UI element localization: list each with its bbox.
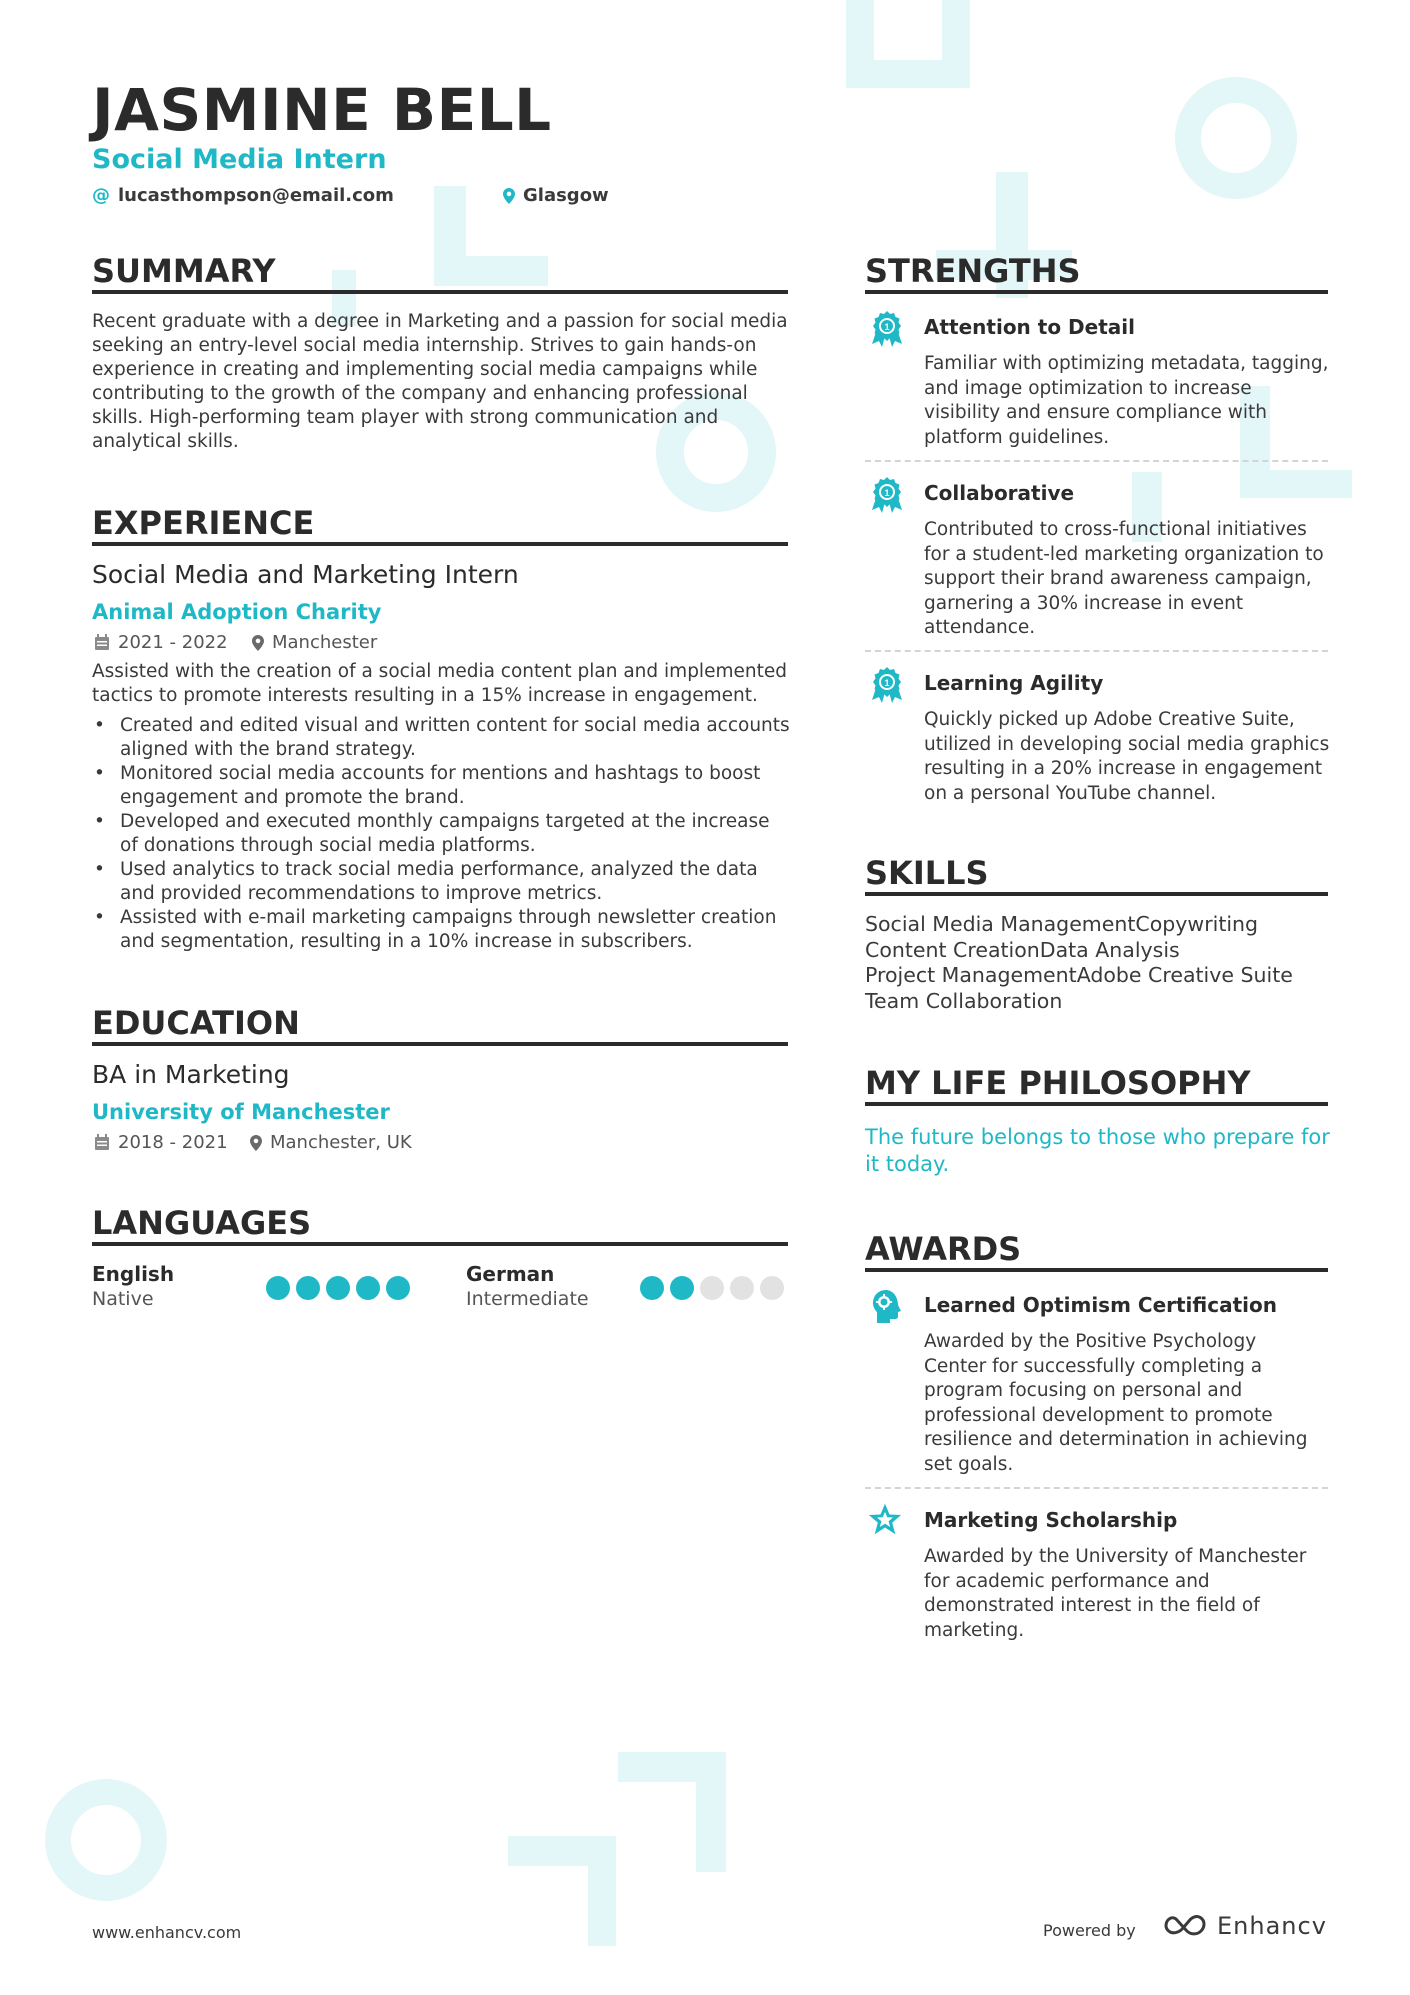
award-line: Awarded by the University of Manchester	[924, 1546, 1307, 1567]
skills-line: Social Media ManagementCopywriting	[865, 912, 1259, 936]
enhancv-brand-text: Enhancv	[1217, 1912, 1327, 1940]
philosophy-line: it today.	[865, 1152, 950, 1176]
strength-separator	[865, 460, 1328, 462]
summary-line: contributing to the growth of the company and enhancing professional	[92, 383, 748, 404]
award-line: set goals.	[924, 1453, 1014, 1475]
strengths-divider	[865, 290, 1328, 294]
language-rating	[266, 1276, 410, 1300]
language-name: German	[466, 1262, 555, 1286]
award-line: for academic performance and	[924, 1570, 1210, 1592]
awards-divider	[865, 1268, 1328, 1272]
award-ribbon-icon	[870, 310, 904, 348]
experience-location-text: Manchester	[272, 632, 378, 653]
strength-line: Contributed to cross-functional initiatives	[924, 519, 1307, 540]
list-item	[92, 810, 792, 858]
calendar-icon	[94, 1134, 110, 1151]
head-brain-icon	[870, 1288, 904, 1326]
rating-dot-filled	[640, 1276, 664, 1300]
strength-line: utilized in developing social media graphics	[924, 733, 1330, 755]
award-description	[924, 1545, 1334, 1643]
list-item	[92, 858, 792, 906]
list-item	[92, 762, 792, 810]
skills-heading: SKILLS	[865, 854, 989, 892]
summary-line: seeking an entry-level social media internship. Strives to gain hands-on	[92, 335, 757, 356]
education-divider	[92, 1042, 788, 1046]
bullet-line: and segmentation, resulting in a 10% increase in subscribers.	[120, 931, 693, 952]
summary-line: skills. High-performing team player with strong communication and	[92, 407, 719, 428]
svg-text:1: 1	[884, 678, 890, 688]
strength-line: platform guidelines.	[924, 426, 1110, 448]
rating-dot-empty	[730, 1276, 754, 1300]
strength-line: for a student-led marketing organization to	[924, 543, 1324, 565]
bullet-line: • Created and edited visual and written content for social media accounts	[120, 715, 790, 736]
award-description	[924, 1330, 1334, 1477]
strength-line: on a personal YouTube channel.	[924, 782, 1217, 804]
education-dates-text: 2018 - 2021	[118, 1132, 228, 1153]
strengths-heading: STRENGTHS	[865, 252, 1081, 290]
award-line: demonstrated interest in the field of	[924, 1595, 1260, 1616]
skills-line: Content CreationData Analysis	[865, 937, 1180, 962]
rating-dot-filled	[356, 1276, 380, 1300]
summary-line: analytical skills.	[92, 431, 239, 452]
award-line: Center for successfully completing a	[924, 1355, 1263, 1377]
strength-title: Attention to Detail	[924, 315, 1135, 339]
email-contact[interactable]	[92, 185, 394, 206]
rating-dot-empty	[700, 1276, 724, 1300]
bullet-line: engagement and promote the brand.	[120, 787, 465, 808]
rating-dot-empty	[760, 1276, 784, 1300]
language-rating	[640, 1276, 784, 1300]
language-level: Intermediate	[466, 1288, 589, 1310]
svg-text:1: 1	[884, 488, 890, 498]
awards-heading: AWARDS	[865, 1230, 1022, 1268]
strength-description	[924, 518, 1334, 641]
enhancv-logo[interactable]	[1163, 1912, 1327, 1940]
summary-text	[92, 310, 792, 454]
strength-line: garnering a 30% increase in event	[924, 592, 1244, 614]
strength-line: and image optimization to increase	[924, 377, 1252, 399]
location-contact	[503, 185, 609, 206]
language-name: English	[92, 1262, 175, 1286]
bullet-line: aligned with the brand strategy.	[120, 739, 416, 760]
experience-dates-text: 2021 - 2022	[118, 632, 228, 653]
award-title: Learned Optimism Certification	[924, 1293, 1277, 1317]
philosophy-quote	[865, 1124, 1335, 1178]
bullet-line: • Assisted with e-mail marketing campaigns through newsletter creation	[120, 907, 777, 928]
education-location-text: Manchester, UK	[270, 1132, 412, 1153]
footer-powered-by: Powered by	[1043, 1921, 1136, 1940]
enhancv-logo-icon	[1163, 1913, 1209, 1939]
rating-dot-filled	[386, 1276, 410, 1300]
experience-location	[252, 632, 377, 653]
calendar-icon	[94, 634, 110, 651]
at-icon: @	[92, 185, 110, 206]
award-line: marketing.	[924, 1619, 1025, 1641]
rating-dot-filled	[326, 1276, 350, 1300]
bullet-line: of donations through social media platforms.	[120, 835, 536, 856]
list-item	[92, 714, 792, 762]
experience-role: Social Media and Marketing Intern	[92, 560, 519, 589]
philosophy-line: The future belongs to those who prepare for	[865, 1125, 1330, 1149]
award-title: Marketing Scholarship	[924, 1508, 1178, 1532]
location-pin-icon	[503, 188, 515, 204]
strength-line: visibility and ensure compliance with	[924, 402, 1268, 423]
philosophy-divider	[865, 1102, 1328, 1106]
strength-line: attendance.	[924, 617, 1036, 638]
education-heading: EDUCATION	[92, 1004, 300, 1042]
education-degree: BA in Marketing	[92, 1060, 290, 1089]
experience-intro	[92, 660, 792, 708]
language-level: Native	[92, 1288, 154, 1310]
strength-description	[924, 352, 1334, 450]
strength-description	[924, 708, 1334, 806]
skills-list	[865, 912, 1335, 1014]
footer-website[interactable]: www.enhancv.com	[92, 1923, 242, 1942]
philosophy-heading: MY LIFE PHILOSOPHY	[865, 1064, 1251, 1102]
location-pin-icon	[250, 1135, 262, 1151]
experience-heading: EXPERIENCE	[92, 504, 315, 542]
skills-line: Team Collaboration	[865, 988, 1063, 1013]
strength-title: Collaborative	[924, 481, 1075, 505]
award-line: professional development to promote	[924, 1404, 1273, 1426]
bullet-line: • Monitored social media accounts for mentions and hashtags to boost	[120, 763, 761, 784]
education-location	[250, 1132, 412, 1153]
skills-divider	[865, 892, 1328, 896]
experience-bullets	[92, 714, 792, 954]
languages-heading: LANGUAGES	[92, 1204, 312, 1242]
star-icon	[868, 1500, 902, 1538]
bullet-line: • Used analytics to track social media performance, analyzed the data	[120, 859, 758, 880]
rating-dot-filled	[266, 1276, 290, 1300]
award-ribbon-icon	[870, 666, 904, 704]
award-line: program focusing on personal and	[924, 1380, 1243, 1401]
summary-line: experience in creating and implementing social media campaigns while	[92, 359, 758, 380]
education-school: University of Manchester	[92, 1100, 390, 1124]
award-ribbon-icon	[870, 476, 904, 514]
experience-divider	[92, 542, 788, 546]
award-separator	[865, 1487, 1328, 1489]
experience-dates	[94, 632, 228, 653]
location-text: Glasgow	[523, 185, 609, 206]
rating-dot-filled	[670, 1276, 694, 1300]
candidate-name: JASMINE BELL	[92, 76, 552, 144]
education-dates	[94, 1132, 228, 1153]
svg-text:1: 1	[884, 322, 890, 332]
strength-separator	[865, 650, 1328, 652]
rating-dot-filled	[296, 1276, 320, 1300]
summary-divider	[92, 290, 788, 294]
email-text: lucasthompson@email.com	[118, 185, 394, 206]
experience-intro-line: Assisted with the creation of a social media content plan and implemented	[92, 661, 787, 682]
award-line: resilience and determination in achieving	[924, 1429, 1308, 1450]
strength-line: resulting in a 20% increase in engagement	[924, 758, 1323, 779]
experience-intro-line: tactics to promote interests resulting in a 15% increase in engagement.	[92, 685, 758, 706]
location-pin-icon	[252, 635, 264, 651]
experience-company: Animal Adoption Charity	[92, 600, 382, 624]
job-title: Social Media Intern	[92, 144, 387, 175]
summary-line: Recent graduate with a degree in Marketing and a passion for social media	[92, 311, 788, 332]
list-item	[92, 906, 792, 954]
award-line: Awarded by the Positive Psychology	[924, 1331, 1257, 1352]
languages-divider	[92, 1242, 788, 1246]
summary-heading: SUMMARY	[92, 252, 276, 290]
strength-title: Learning Agility	[924, 671, 1104, 695]
strength-line: Quickly picked up Adobe Creative Suite,	[924, 709, 1295, 730]
strength-line: Familiar with optimizing metadata, tagging,	[924, 353, 1329, 374]
bullet-line: • Developed and executed monthly campaigns targeted at the increase	[120, 811, 770, 832]
skills-line: Project ManagementAdobe Creative Suite	[865, 963, 1293, 987]
bullet-line: and provided recommendations to improve metrics.	[120, 883, 603, 904]
strength-line: support their brand awareness campaign,	[924, 568, 1312, 589]
